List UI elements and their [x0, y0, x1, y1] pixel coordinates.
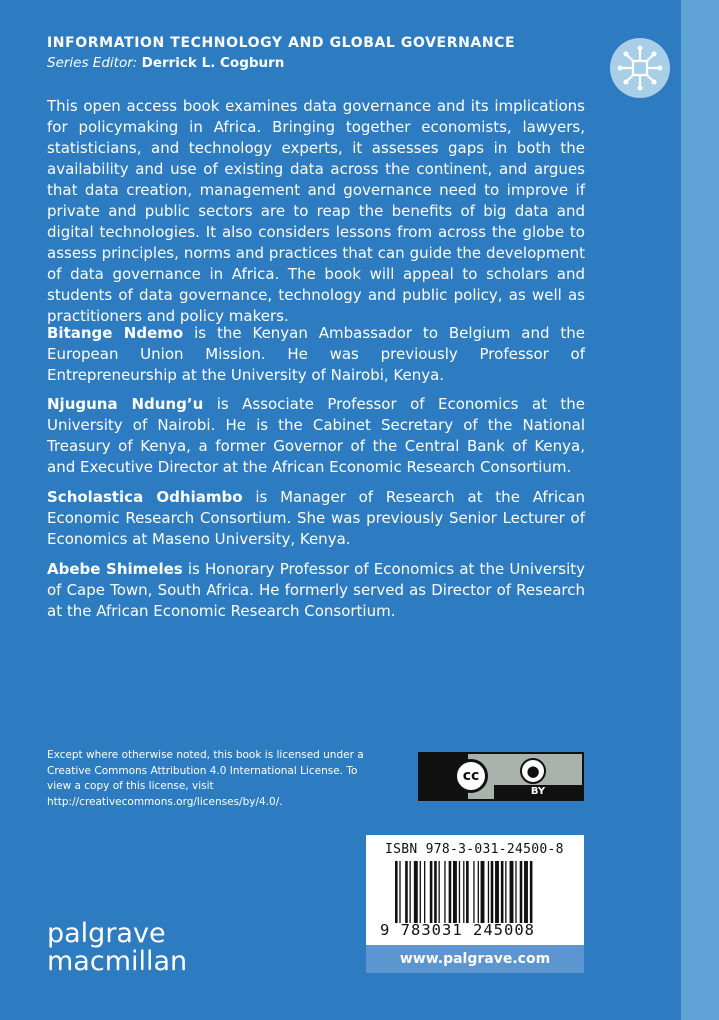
author-bio-text: is Associate Professor of Economics at the University of Nairobi. He is the Cabinet Secretary of the National Treasury of Kenya, a former Governor of the Central Bank of Kenya, and Executive Director at the African Economic Research Consortium. — [47, 395, 586, 476]
author-bio-text: is the Kenyan Ambassador to Belgium and the European Union Mission. He was previously Professor of Entrepreneurship at the University of Nairobi, Kenya. — [47, 324, 585, 384]
attribution-person-icon: ● — [520, 758, 546, 784]
author-name: Scholastica Odhiambo — [47, 488, 243, 506]
license-notice: Except where otherwise noted, this book is licensed under a Creative Commons Attribution 4.0 International License. To view a copy of this license, visit http://creativecommons.org/licenses/by/4.0/. — [47, 749, 364, 808]
publisher-name-line2: macmillan — [47, 946, 188, 977]
author-bio — [47, 323, 585, 386]
website-url[interactable]: www.palgrave.com — [366, 945, 584, 973]
publisher-logo — [47, 920, 187, 976]
author-bio-text: is Honorary Professor of Economics at the University of Cape Town, South Africa. He formerly served as Director of Research at the African Economic Research Consortium. — [47, 560, 585, 620]
author-name: Abebe Shimeles — [47, 560, 183, 578]
author-name: Bitange Ndemo — [47, 324, 184, 342]
author-name: Njuguna Ndung’u — [47, 395, 204, 413]
cc-by-license-badge — [418, 752, 584, 801]
series-editor-label: Series Editor: — [47, 55, 138, 71]
author-bio-text: is Manager of Research at the African Economic Research Consortium. She was previously Senior Lecturer of Economics at Maseno University, Kenya. — [47, 488, 585, 548]
publisher-name-line1: palgrave — [47, 918, 166, 949]
barcode-icon — [395, 861, 565, 923]
spine-strip — [681, 0, 719, 1020]
book-blurb: This open access book examines data governance and its implications for policymaking in Africa. Bringing together economists, lawyers, statisticians, and technology experts, it assesses gaps in both the availability and use of existing data across the continent, and argues that data creation, management and governance need to improve if private and public sectors are to reap the benefits of big data and digital technologies. It also considers lessons from across the globe to assess principles, norms and practices that can guide the development of data governance in Africa. The book will appeal to scholars and students of data governance, technology and public policy, as well as practitioners and policy makers. — [47, 97, 585, 325]
author-bio — [47, 394, 585, 478]
palgrave-logo-icon — [610, 38, 670, 98]
cc-icon: cc — [454, 759, 488, 793]
author-bio — [47, 487, 585, 550]
series-title: INFORMATION TECHNOLOGY AND GLOBAL GOVERNANCE — [47, 35, 516, 51]
series-editor-name: Derrick L. Cogburn — [141, 55, 285, 71]
author-bio — [47, 559, 585, 622]
isbn-label: ISBN 978-3-031-24500-8 — [385, 842, 564, 857]
barcode-box — [366, 835, 584, 973]
series-editor — [47, 55, 284, 71]
cc-by-label: BY — [530, 786, 546, 797]
isbn-digits: 9 783031 245008 — [380, 921, 535, 939]
